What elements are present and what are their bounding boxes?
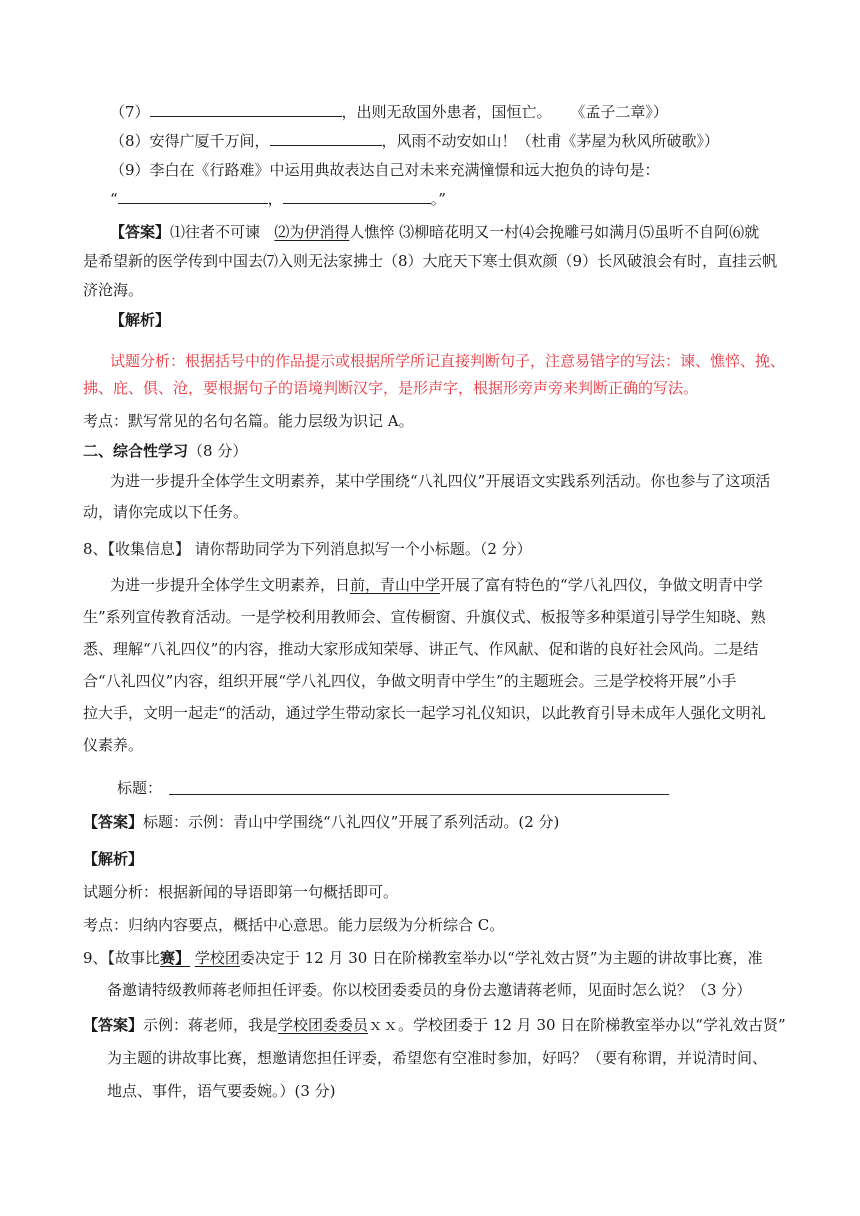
- section-heading: [83, 441, 247, 461]
- news-text: 开展了富有特色的“学八礼四仪，争做文明青中学: [440, 576, 763, 594]
- question-number: （7）: [110, 103, 150, 121]
- source-citation: 《孟子二章》）: [570, 103, 668, 121]
- answer-text: 学校团委委员: [278, 1016, 369, 1034]
- question-text: ，风雨不动安如山！（杜甫《茅屋为秋风所破歌》）: [381, 132, 720, 150]
- question-9b-line2: 备邀请特级教师蒋老师担任评委。你以校团委委员的身份去邀请蒋老师，见面时怎么说？（3 分）: [107, 981, 752, 999]
- answer-text: 示例：蒋老师，我是: [143, 1016, 279, 1034]
- question-text: ，出则无敌国外患者，国恒亡。: [341, 103, 552, 121]
- title-label: 标题：: [117, 779, 163, 797]
- section-intro: 为进一步提升全体学生文明素养，某中学围绕“八礼四仪”开展语文实践系列活动。你也参与了这项活: [110, 472, 771, 490]
- answer-text: 人憔悴 ⑶柳暗花明又一村⑷会挽雕弓如满月⑸虽听不自阿⑹就: [349, 223, 760, 241]
- answer-text: ⑴往者不可谏: [170, 223, 265, 241]
- kaodian-1: 考点：默写常见的名句名篇。能力层级为识记 A。: [83, 412, 414, 430]
- news-text: 为进一步提升全体学生文明素养，日: [110, 576, 351, 594]
- news-line: 生”系列宣传教育活动。一是学校利用教师会、宣传橱窗、升旗仪式、板报等多种渠道引导学生知晓、熟: [83, 608, 766, 626]
- section-score: （8 分）: [188, 442, 248, 460]
- question-9-blanks: [110, 189, 446, 209]
- answer-text: 标题：示例：青山中学围绕“八礼四仪”开展了系列活动。(2 分): [143, 813, 560, 831]
- section-intro-2: 动，请你完成以下任务。: [83, 503, 249, 521]
- question-9: （9）李白在《行路难》中运用典故表达自己对未来充满憧憬和远大抱负的诗句是：: [110, 161, 660, 179]
- answer-tag: 【答案】: [83, 813, 144, 831]
- answer-9-line2: 为主题的讲故事比赛，想邀请您担任评委，希望您有空准时参加，好吗？（要有称谓，并说清时间、: [107, 1049, 768, 1067]
- analysis-text-red: 试题分析：根据括号中的作品提示或根据所学所记直接判断句子，注意易错字的写法：谏、憔悴、挽、: [110, 352, 786, 370]
- section-title: 二、综合性学习: [83, 442, 189, 460]
- question-text: 学校团: [194, 949, 240, 967]
- question-8: [110, 131, 719, 151]
- answer-text: ｘｘ。学校团委于 12 月 30 日在阶梯教室举办以“学礼效古贤”: [368, 1016, 786, 1034]
- quote-mark: 。”: [430, 190, 446, 208]
- answer-1: [110, 222, 759, 242]
- news-line: 悉、理解“八礼四仪”的内容，推动大家形成知荣辱、讲正气、作风献、促和谐的良好社会风尚。二是结: [83, 640, 759, 658]
- news-line: 仪素养。: [83, 736, 144, 754]
- answer-blank[interactable]: [270, 131, 382, 146]
- question-text: 赛】: [160, 949, 191, 967]
- news-line: 合“八礼四仪”内容，组织开展“学八礼四仪，争做文明青中学生”的主题班会。三是学校将开展”小手: [83, 672, 737, 690]
- question-8b: 8、【收集信息】 请你帮助同学为下列消息拟写一个小标题。（2 分）: [83, 540, 532, 558]
- answer-text: ⑵为伊消得: [274, 223, 350, 241]
- answer-1-line2: 是希望新的医学传到中国去⑺入则无法家拂士（8）大庇天下寒士俱欢颜（9）长风破浪会有时，直挂云帆: [83, 252, 778, 270]
- analysis-text: 试题分析：根据新闻的导语即第一句概括即可。: [83, 883, 399, 901]
- answer-tag: 【答案】: [110, 223, 171, 241]
- title-answer-blank[interactable]: [169, 794, 669, 795]
- answer-blank[interactable]: [118, 189, 268, 204]
- punctuation: ，: [267, 190, 283, 208]
- analysis-text-red-2: 拂、庇、俱、沧，要根据句子的语境判断汉字，是形声字，根据形旁声旁来判断正确的写法。: [83, 379, 699, 397]
- analysis-heading: 【解析】: [110, 311, 171, 329]
- kaodian-2: 考点：归纳内容要点，概括中心意思。能力层级为分析综合 C。: [83, 916, 505, 934]
- question-text: （8）安得广厦千万间，: [110, 132, 270, 150]
- answer-blank[interactable]: [283, 189, 431, 204]
- news-line: [110, 575, 763, 595]
- quote-mark: “: [110, 190, 118, 208]
- news-line: 拉大手，文明一起走“的活动，通过学生带动家长一起学习礼仪知识，以此教育引导未成年人强化文明礼: [83, 704, 766, 722]
- answer-9: [83, 1015, 786, 1035]
- question-7: [110, 102, 668, 122]
- analysis-heading: 【解析】: [83, 850, 144, 868]
- question-text: 委决定于 12 月 30 日在阶梯教室举办以“学礼效古贤”为主题的讲故事比赛，准: [239, 949, 763, 967]
- news-text: 前，青山中学: [350, 576, 441, 594]
- answer-1-line3: 济沧海。: [83, 281, 144, 299]
- answer-tag: 【答案】: [83, 1016, 144, 1034]
- answer-8: [83, 812, 559, 832]
- answer-blank[interactable]: [150, 102, 342, 117]
- question-text: 9、【故事比: [83, 949, 161, 967]
- answer-9-line3: 地点、事件，语气要委婉。）(3 分): [107, 1082, 336, 1100]
- question-9b: [83, 948, 762, 968]
